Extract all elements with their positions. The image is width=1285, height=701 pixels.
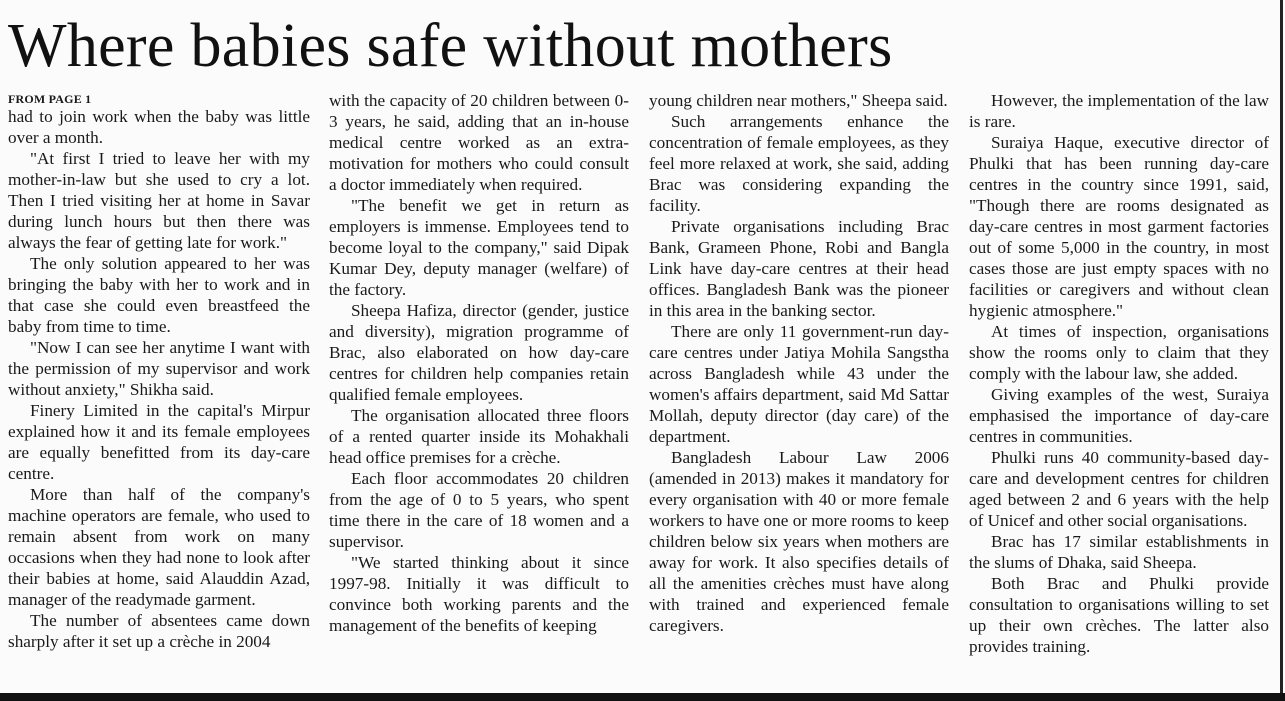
- paragraph: "We started thinking about it since 1997-98. Initially it was difficult to convince both working parents and the management of the benefits of keeping: [329, 553, 629, 635]
- paragraph: young children near mothers," Sheepa said.: [649, 91, 948, 110]
- paragraph: More than half of the company's machine operators are female, who used to remain absent from work on many occasions when they had none to look after their babies at home, said Alauddin Azad, manager of the readymade garment.: [8, 485, 310, 609]
- paragraph: had to join work when the baby was little over a month.: [8, 107, 310, 147]
- page-edge-rule: [1280, 0, 1283, 701]
- paragraph: The organisation allocated three floors of a rented quarter inside its Mohakhali head office premises for a crèche.: [329, 406, 629, 467]
- paragraph: The number of absentees came down sharply after it set up a crèche in 2004: [8, 611, 310, 651]
- paragraph: Sheepa Hafiza, director (gender, justice and diversity), migration programme of Brac, also elaborated on how day-care centres for children help companies retain qualified female employees.: [329, 301, 629, 404]
- headline: Where babies safe without mothers: [8, 12, 893, 80]
- paragraph: "Now I can see her anytime I want with the permission of my supervisor and work without anxiety," Shikha said.: [8, 338, 310, 399]
- paragraph: "At first I tried to leave her with my mother-in-law but she used to cry a lot. Then I tried visiting her at home in Savar during lunch hours but then there was always the fear of getting late for work.": [8, 149, 310, 252]
- paragraph: Brac has 17 similar establishments in the slums of Dhaka, said Sheepa.: [969, 532, 1269, 572]
- article-column-4: [969, 90, 1269, 690]
- paragraph: Giving examples of the west, Suraiya emphasised the importance of day-care centres in communities.: [969, 385, 1269, 446]
- paragraph: Private organisations including Brac Bank, Grameen Phone, Robi and Bangla Link have day-care centres at their head offices. Bangladesh Bank was the pioneer in this area in the banking sector.: [649, 217, 949, 320]
- paragraph: At times of inspection, organisations show the rooms only to claim that they comply with the labour law, she added.: [969, 322, 1269, 383]
- article-column-3: [649, 90, 949, 690]
- paragraph: Each floor accommodates 20 children from the age of 0 to 5 years, who spent time there in the care of 18 women and a supervisor.: [329, 469, 629, 551]
- paragraph: There are only 11 government-run day-care centres under Jatiya Mohila Sangstha across Bangladesh while 43 under the women's affairs department, said Md Sattar Mollah, deputy director (day care) of the department.: [649, 322, 949, 446]
- paragraph: Suraiya Haque, executive director of Phulki that has been running day-care centres in the country since 1991, said, "Though there are rooms designated as day-care centres in most garment factories out of some 5,000 in the country, in most cases those are just empty spaces with no facilities or caregivers and without clean hygienic atmosphere.": [969, 133, 1269, 320]
- paragraph: However, the implementation of the law is rare.: [969, 91, 1269, 131]
- article-column-2: [329, 90, 629, 690]
- paragraph: Finery Limited in the capital's Mirpur explained how it and its female employees are equally benefitted from its day-care centre.: [8, 401, 310, 483]
- paragraph: Phulki runs 40 community-based day-care and development centres for children aged between 2 and 6 years with the help of Unicef and other social organisations.: [969, 448, 1269, 530]
- continuation-kicker: FROM PAGE 1: [8, 92, 92, 106]
- paragraph: Both Brac and Phulki provide consultation to organisations willing to set up their own crèches. The latter also provides training.: [969, 574, 1269, 656]
- paragraph: "The benefit we get in return as employers is immense. Employees tend to become loyal to the company," said Dipak Kumar Dey, deputy manager (welfare) of the factory.: [329, 196, 629, 299]
- paragraph: with the capacity of 20 children between 0-3 years, he said, adding that an in-house medical centre worked as an extra-motivation for mothers who could consult a doctor immediately when required.: [329, 91, 629, 194]
- page-bottom-border: [0, 693, 1285, 701]
- paragraph: The only solution appeared to her was bringing the baby with her to work and in that case she could even breastfeed the baby from time to time.: [8, 254, 310, 336]
- paragraph: Bangladesh Labour Law 2006 (amended in 2013) makes it mandatory for every organisation with 40 or more female workers to have one or more rooms to keep children below six years when mothers are away for work. It also specifies details of all the amenities crèches must have along with trained and experienced female caregivers.: [649, 448, 949, 635]
- paragraph: Such arrangements enhance the concentration of female employees, as they feel more relaxed at work, she said, adding Brac was considering expanding the facility.: [649, 112, 949, 215]
- article-column-1: [8, 90, 310, 690]
